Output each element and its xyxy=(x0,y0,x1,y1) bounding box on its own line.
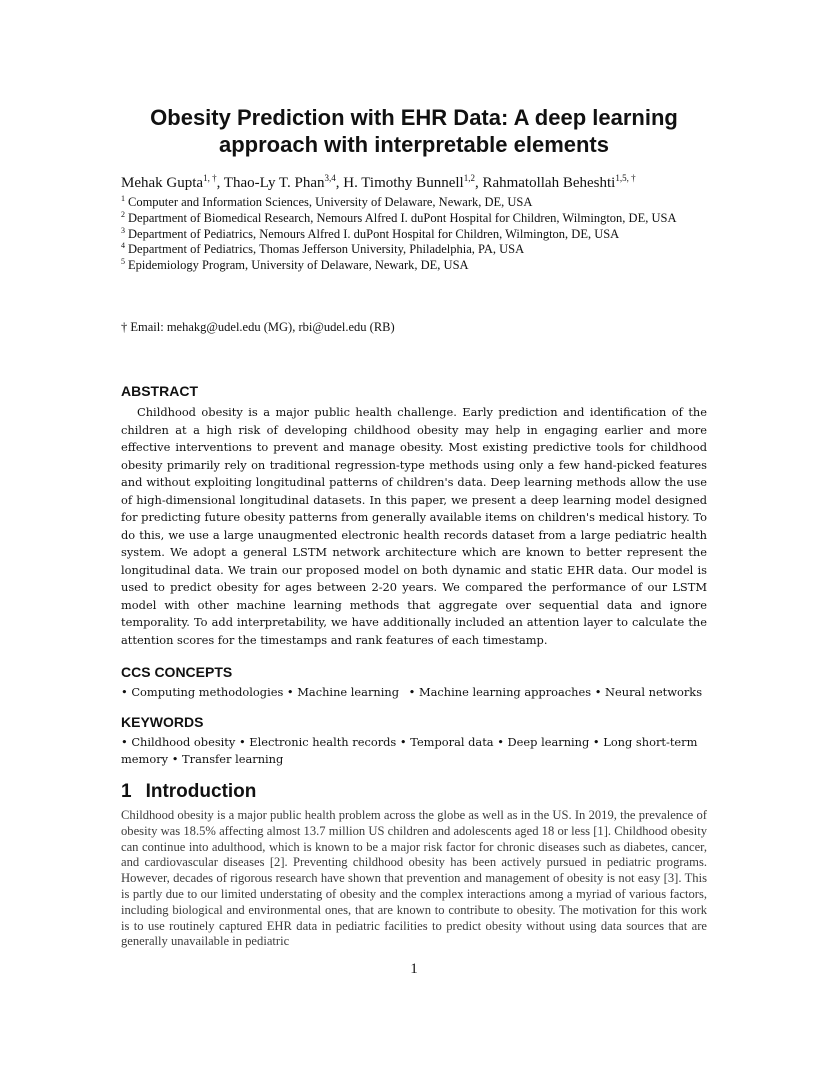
affiliation-item: $^1$ Computer and Information Sciences, University of Delaware, Newark, DE, USA xyxy=(121,194,533,209)
ccs-item: • Neural networks xyxy=(594,685,703,699)
affiliation-item: $^3$ Department of Pediatrics, Nemours Alfred I. duPont Hospital for Children, Wilmington, DE, USA xyxy=(121,225,620,241)
affiliation-item: $^4$ Department of Pediatrics, Thomas Jefferson University, Philadelphia, PA, USA xyxy=(121,241,525,257)
ccs-item: • Machine learning approaches xyxy=(408,685,592,699)
keywords-heading: KEYWORDS xyxy=(121,714,204,730)
ccs-item: • Machine learning xyxy=(286,685,399,699)
paper-title: Obesity Prediction with EHR Data: A deep learning approach with interpretable elements xyxy=(150,105,678,157)
corresponding-email: † Email: mehakg@udel.edu (MG), rbi@udel.edu (RB) xyxy=(121,320,395,334)
author-4: Rahmatollah Beheshti$^{1,5, \dagger}$ xyxy=(482,173,636,191)
abstract-text: Childhood obesity is a major public health challenge. Early prediction and identification of the children at a high risk of developing childhood obesity may help in engaging earlier and more effective interventions to prevent and manage obesity. Most existing predictive tools for childhood obesity primarily rely on traditional regression-type methods using only a few hand-picked features and without exploiting longitudinal patterns of children's data. Deep learning methods allow the use of high-dimensional longitudinal datasets. In this paper, we present a deep learning model designed for predicting future obesity patterns from generally available items on children's medical history. To do this, we use a large unaugmented electronic health records dataset from a large pediatric health system. We adopt a general LSTM network architecture which are known to better represent the longitudinal data. We train our proposed model on both dynamic and static EHR data. Our model is used to predict obesity for ages between 2-20 years. We compared the performance of our LSTM model with other machine learning methods that aggregate over sequential data and ignore temporality. To add interpretability, we have additionally included an attention layer to calculate the attention scores for the timestamps and rank features of each timestamp. xyxy=(121,405,707,647)
ccs-concepts xyxy=(121,684,707,701)
ccs-item: • Computing methodologies xyxy=(121,685,284,699)
section-title: Introduction xyxy=(145,781,257,802)
affiliation-item: $^5$ Epidemiology Program, University of Delaware, Newark, DE, USA xyxy=(121,257,469,273)
section-number: 1 xyxy=(121,781,132,802)
author-2: Thao-Ly T. Phan$^{3,4}$, xyxy=(223,173,344,191)
author-3: H. Timothy Bunnell$^{1,2}$, xyxy=(343,173,483,191)
keywords-text: • Childhood obesity • Electronic health records • Temporal data • Deep learning • Long short-term memory • Transfer learning xyxy=(121,735,698,766)
affiliation-item: $^2$ Department of Biomedical Research, Nemours Alfred I. duPont Hospital for Children, Wilmington, DE, USA xyxy=(121,209,677,225)
ccs-heading: CCS CONCEPTS xyxy=(121,664,233,680)
author-1: Mehak Gupta$^{1, \dagger}$, xyxy=(121,173,224,191)
introduction-text: Childhood obesity is a major public health problem across the globe as well as in the US. In 2019, the prevalence of obesity was 18.5% affecting almost 13.7 million US children and adolescents aged 18 or less [1]. Childhood obesity can continue into adulthood, which is known to be a major risk factor for chronic diseases such as diabetes, cancer, and cardiovascular diseases [2]. Preventing childhood obesity has been actively pursued in pediatric programs. However, decades of rigorous research have shown that prevention and management of obesity is not easy [3]. This is partly due to our limited understating of obesity and the complex interactions among a myriad of various factors, including biological and environmental ones, that are known to contribute to obesity. The motivation for this work is to use routinely captured EHR data in pediatric facilities to predict obesity without using data sources that are generally unavailable in pediatric xyxy=(121,808,707,949)
page-number: 1 xyxy=(410,961,418,977)
abstract-heading: ABSTRACT xyxy=(121,383,198,399)
introduction-heading xyxy=(121,780,256,804)
author-list xyxy=(121,174,741,192)
affiliation-list xyxy=(121,195,711,274)
